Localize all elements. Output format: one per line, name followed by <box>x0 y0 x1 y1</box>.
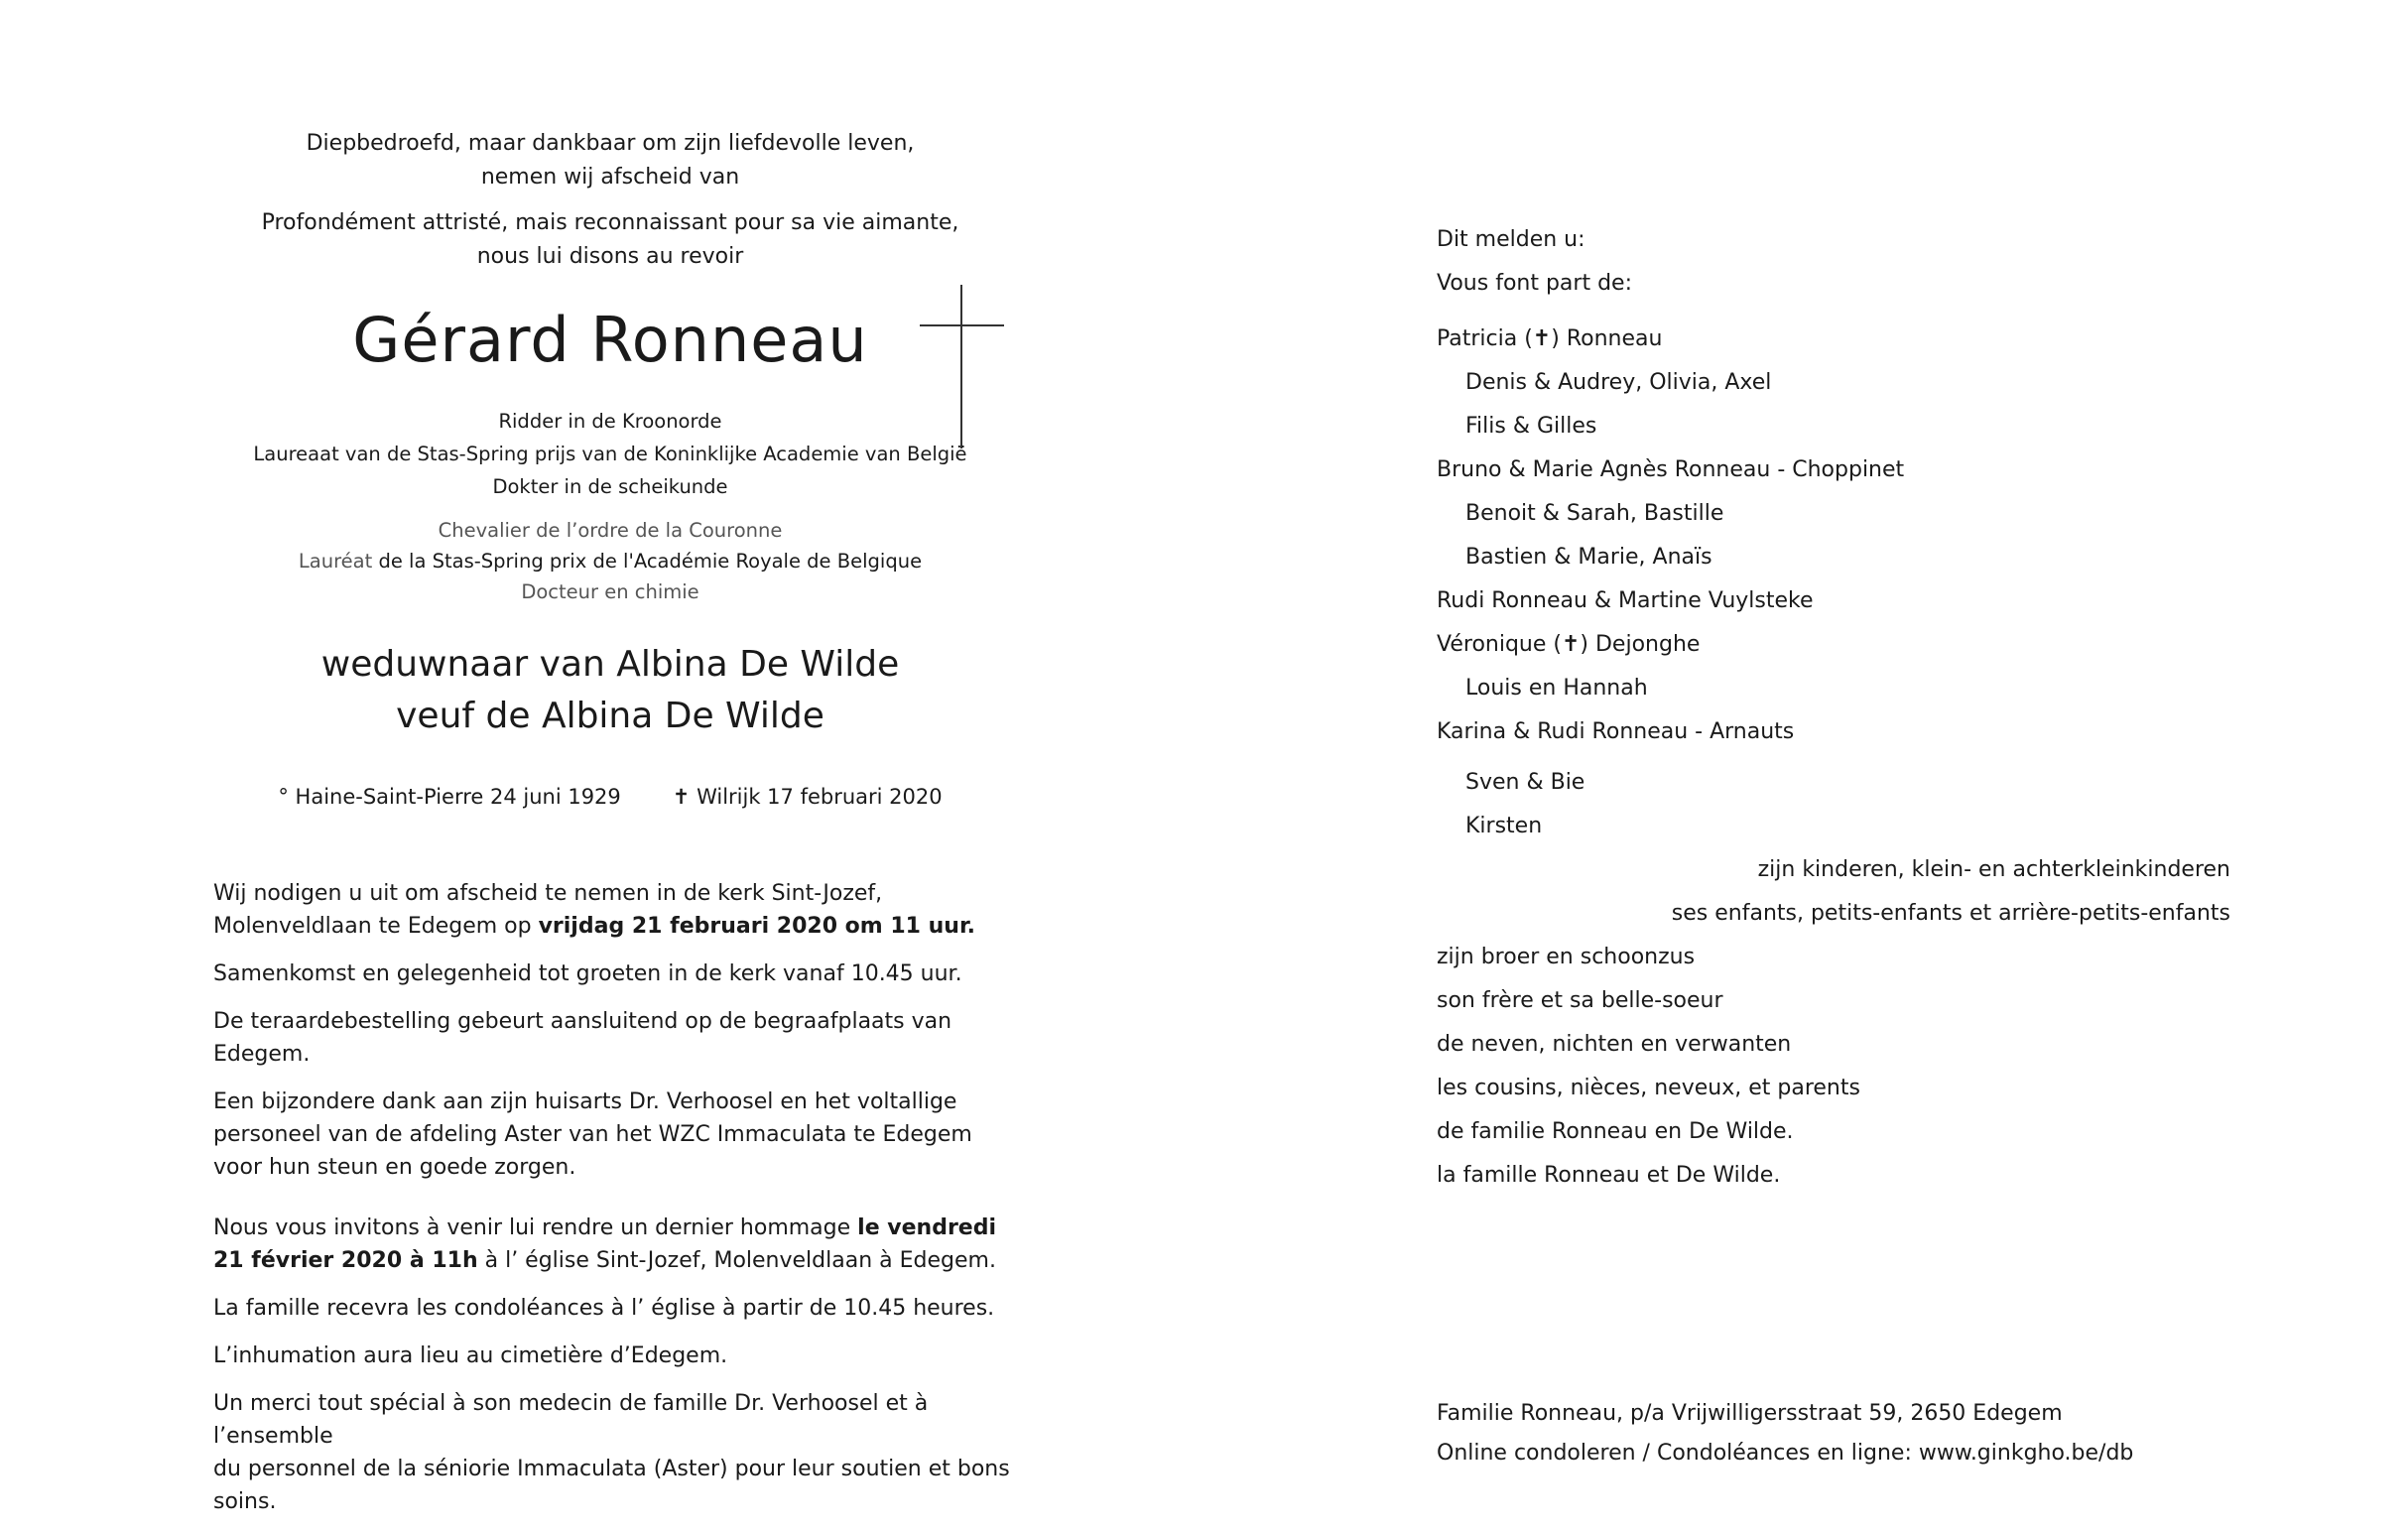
relative-line: zijn broer en schoonzus <box>1437 945 1696 969</box>
invitation-fr-p1-rest: à l’ église Sint-Jozef, Molenveldlaan à Edegem. <box>477 1248 996 1273</box>
birth-death-dates <box>248 780 972 814</box>
title-fr-2-rest: de la Stas-Spring prix de l'Académie Royale de Belgique <box>372 550 923 573</box>
family-member: Bastien & Marie, Anaïs <box>1465 545 1712 570</box>
death-date: ✝ Wilrijk 17 februari 2020 <box>672 785 943 809</box>
invitation-fr-p4 <box>213 1387 1017 1518</box>
invitation-fr-p4-line1: Un merci tout spécial à son medecin de famille Dr. Verhoosel et à l’ensemble <box>213 1391 929 1449</box>
intro-nl-line-2: nemen wij afscheid van <box>480 165 740 190</box>
cross-icon-bar <box>920 324 1004 326</box>
invitation-fr-p1 <box>213 1212 1017 1277</box>
relative-line: son frère et sa belle-soeur <box>1437 988 1723 1013</box>
relative-line: de familie Ronneau en De Wilde. <box>1437 1119 1794 1144</box>
invitation-fr-p2: La famille recevra les condoléances à l’ église à partir de 10.45 heures. <box>213 1296 995 1321</box>
invitation-fr <box>213 1212 1017 1533</box>
contact-footer <box>1437 1394 2230 1473</box>
family-announcement <box>1437 218 2230 1198</box>
family-member: Filis & Gilles <box>1465 414 1597 439</box>
title-nl-3: Dokter in de scheikunde <box>492 475 728 498</box>
widower-nl: weduwnaar van Albina De Wilde <box>320 644 900 685</box>
family-address: Familie Ronneau, p/a Vrijwilligersstraat 59, 2650 Edegem <box>1437 1401 2063 1426</box>
relative-line: la famille Ronneau et De Wilde. <box>1437 1163 1781 1188</box>
invitation-fr-p4-line2: du personnel de la séniorie Immaculata (Aster) pour leur soutien et bons soins. <box>213 1457 1010 1514</box>
family-header-nl: Dit melden u: <box>1437 227 1585 252</box>
invitation-fr-p1-bold2: 21 février 2020 à 11h <box>213 1248 478 1273</box>
intro-nl-line-1: Diepbedroefd, maar dankbaar om zijn liefdevolle leven, <box>306 131 915 156</box>
widower-fr: veuf de Albina De Wilde <box>396 696 824 736</box>
family-member: Sven & Bie <box>1465 770 1585 795</box>
title-nl-1: Ridder in de Kroonorde <box>498 410 722 433</box>
title-nl-2: Laureaat van de Stas-Spring prijs van de Koninklijke Academie van België <box>253 443 967 465</box>
relative-line: de neven, nichten en verwanten <box>1437 1032 1792 1057</box>
invitation-nl-p2: Samenkomst en gelegenheid tot groeten in de kerk vanaf 10.45 uur. <box>213 961 962 986</box>
invitation-nl-p1 <box>213 877 1017 943</box>
relative-line: les cousins, nièces, neveux, et parents <box>1437 1076 1860 1100</box>
deceased-name: Gérard Ronneau <box>352 304 868 376</box>
title-fr-1: Chevalier de l’ordre de la Couronne <box>438 519 783 542</box>
family-member: Louis en Hannah <box>1465 676 1648 701</box>
honorary-titles <box>248 405 972 607</box>
invitation-nl-p3: De teraardebestelling gebeurt aansluitend op de begraafplaats van Edegem. <box>213 1009 952 1067</box>
family-member: Karina & Rudi Ronneau - Arnauts <box>1437 719 1795 744</box>
family-member: Rudi Ronneau & Martine Vuylsteke <box>1437 588 1814 613</box>
intro-text <box>248 127 972 274</box>
online-condolences[interactable]: Online condoleren / Condoléances en ligne: www.ginkgho.be/db <box>1437 1441 2134 1466</box>
birth-date: ° Haine-Saint-Pierre 24 juni 1929 <box>278 785 621 809</box>
intro-fr-line-2: nous lui disons au revoir <box>476 244 744 269</box>
invitation-nl-p4: Een bijzondere dank aan zijn huisarts Dr. Verhoosel en het voltallige personeel van de afdeling Aster van het WZC Immaculata te Edegem voor hun steun en goede zorgen. <box>213 1089 972 1180</box>
children-nl: zijn kinderen, klein- en achterkleinkinderen <box>1757 857 2230 882</box>
invitation-nl <box>213 877 1017 1199</box>
intro-fr-line-1: Profondément attristé, mais reconnaissant pour sa vie aimante, <box>261 210 959 235</box>
invitation-fr-p1-bold1: le vendredi <box>857 1215 997 1240</box>
family-header-fr: Vous font part de: <box>1437 271 1632 296</box>
invitation-nl-p1-text: Wij nodigen u uit om afscheid te nemen in de kerk Sint-Jozef, Molenveldlaan te Edegem op <box>213 881 883 939</box>
title-fr-2-prefix: Lauréat <box>298 550 373 573</box>
family-member: Benoit & Sarah, Bastille <box>1465 501 1724 526</box>
family-members <box>1437 318 2230 848</box>
title-fr-2 <box>248 546 972 576</box>
family-member: Véronique (✝) Dejonghe <box>1437 632 1701 657</box>
family-member: Bruno & Marie Agnès Ronneau - Choppinet <box>1437 457 1905 482</box>
title-fr-3: Docteur en chimie <box>521 580 699 603</box>
family-member: Kirsten <box>1465 814 1543 838</box>
invitation-nl-p1-bold: vrijdag 21 februari 2020 om 11 uur. <box>538 914 976 939</box>
invitation-fr-p1-text: Nous vous invitons à venir lui rendre un dernier hommage <box>213 1215 858 1240</box>
widower-of <box>248 639 972 742</box>
children-fr: ses enfants, petits-enfants et arrière-petits-enfants <box>1671 901 2230 926</box>
invitation-fr-p3: L’inhumation aura lieu au cimetière d’Edegem. <box>213 1343 728 1368</box>
family-member: Denis & Audrey, Olivia, Axel <box>1465 370 1772 395</box>
family-member: Patricia (✝) Ronneau <box>1437 326 1663 351</box>
